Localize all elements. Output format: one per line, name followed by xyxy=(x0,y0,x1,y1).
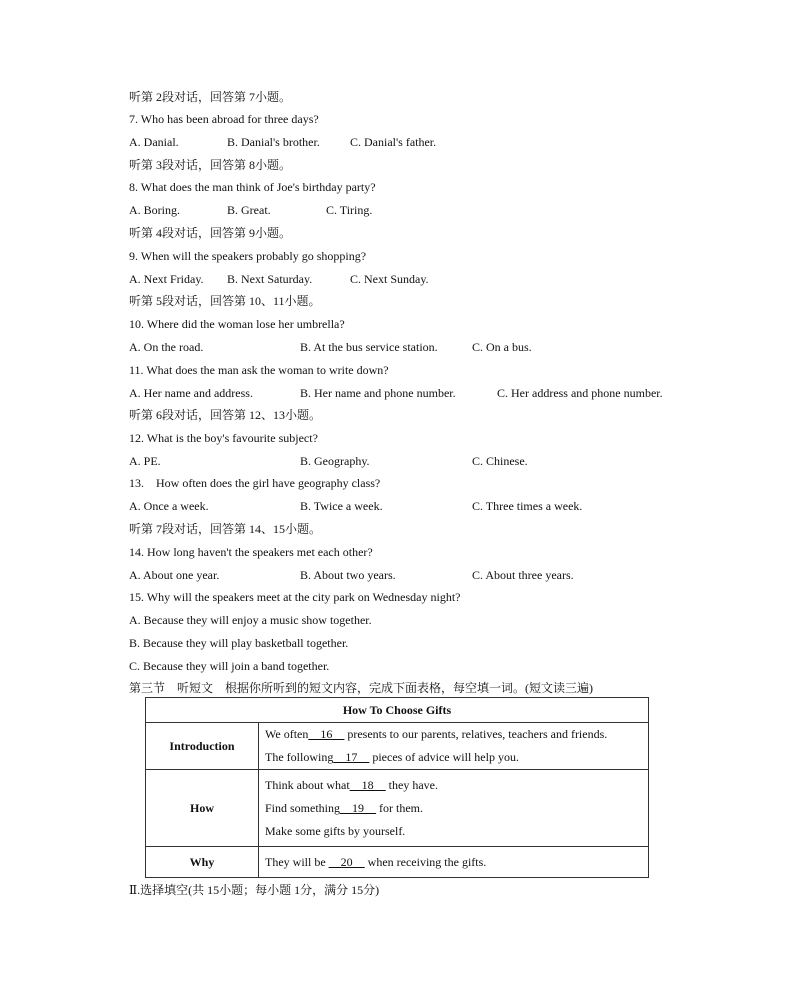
table-row-introduction xyxy=(146,723,649,770)
section-header-7: 听第 7段对话，回答第 14、15小题。 xyxy=(129,522,322,536)
section-header-6: 听第 6段对话，回答第 12、13小题。 xyxy=(129,408,322,422)
q10-option-c: C. On a bus. xyxy=(472,340,532,354)
part2-header: Ⅱ.选择填空(共 15小题；每小题 1分，满分 15分) xyxy=(129,883,380,897)
q12-option-c: C. Chinese. xyxy=(472,454,528,468)
q8-option-b: B. Great. xyxy=(227,203,271,217)
q12-option-a: A. PE. xyxy=(129,454,161,468)
how-line-3: Make some gifts by yourself. xyxy=(265,823,406,838)
q15-option-c: C. Because they will join a band together. xyxy=(129,659,330,673)
q9-option-a: A. Next Friday. xyxy=(129,272,204,286)
introduction-line-1: We often__16__ presents to our parents, relatives, teachers and friends. xyxy=(265,727,608,741)
how-content xyxy=(259,770,649,847)
q7-option-c: C. Danial's father. xyxy=(350,135,437,149)
blank-19: __19__ xyxy=(340,800,377,815)
q9-option-c: C. Next Sunday. xyxy=(350,272,429,286)
blank-17: __17__ xyxy=(333,750,370,764)
question-13: 13. How often does the girl have geography class? xyxy=(129,476,381,490)
section-header-2: 听第 2段对话，回答第 7小题。 xyxy=(129,90,292,104)
q14-option-a: A. About one year. xyxy=(129,568,220,582)
question-12: 12. What is the boy's favourite subject? xyxy=(129,431,318,445)
q12-option-b: B. Geography. xyxy=(300,454,370,468)
introduction-content xyxy=(259,723,649,770)
q14-option-c: C. About three years. xyxy=(472,568,574,582)
q8-option-c: C. Tiring. xyxy=(326,203,373,217)
q10-option-b: B. At the bus service station. xyxy=(300,340,438,354)
q13-option-a: A. Once a week. xyxy=(129,499,209,513)
table-title-row xyxy=(146,698,649,723)
table-row-why xyxy=(146,847,649,878)
blank-20: __20__ xyxy=(328,854,365,869)
blank-18: __18__ xyxy=(349,777,386,792)
why-content xyxy=(259,847,649,878)
row-label-how: How xyxy=(146,770,259,847)
question-8: 8. What does the man think of Joe's birthday party? xyxy=(129,180,376,194)
row-label-why: Why xyxy=(146,847,259,878)
table-title: How To Choose Gifts xyxy=(146,698,649,723)
table-row-how xyxy=(146,770,649,847)
question-11: 11. What does the man ask the woman to write down? xyxy=(129,363,389,377)
question-15: 15. Why will the speakers meet at the city park on Wednesday night? xyxy=(129,590,461,604)
blank-16: __16__ xyxy=(308,727,345,741)
question-14: 14. How long haven't the speakers met each other? xyxy=(129,545,373,559)
q8-option-a: A. Boring. xyxy=(129,203,180,217)
q13-option-c: C. Three times a week. xyxy=(472,499,583,513)
section-header-4: 听第 4段对话，回答第 9小题。 xyxy=(129,226,292,240)
question-7: 7. Who has been abroad for three days? xyxy=(129,112,319,126)
question-10: 10. Where did the woman lose her umbrella? xyxy=(129,317,345,331)
q15-option-a: A. Because they will enjoy a music show together. xyxy=(129,613,372,627)
how-line-2: Find something__19__ for them. xyxy=(265,800,424,815)
part3-instruction: 第三节 听短文 根据你所听到的短文内容，完成下面表格，每空填一词。(短文读三遍) xyxy=(129,681,593,695)
introduction-line-2: The following__17__ pieces of advice will help you. xyxy=(265,750,519,764)
gifts-table xyxy=(145,697,649,878)
how-line-1: Think about what__18__ they have. xyxy=(265,777,438,792)
row-label-introduction: Introduction xyxy=(146,723,259,770)
q9-option-b: B. Next Saturday. xyxy=(227,272,313,286)
why-line-1: They will be __20__ when receiving the gifts. xyxy=(265,854,487,869)
q11-option-a: A. Her name and address. xyxy=(129,386,253,400)
section-header-5: 听第 5段对话，回答第 10、11小题。 xyxy=(129,294,321,308)
q7-option-b: B. Danial's brother. xyxy=(227,135,320,149)
section-header-3: 听第 3段对话，回答第 8小题。 xyxy=(129,158,292,172)
q10-option-a: A. On the road. xyxy=(129,340,204,354)
q13-option-b: B. Twice a week. xyxy=(300,499,383,513)
q14-option-b: B. About two years. xyxy=(300,568,396,582)
q15-option-b: B. Because they will play basketball together. xyxy=(129,636,349,650)
question-9: 9. When will the speakers probably go shopping? xyxy=(129,249,367,263)
q11-option-b: B. Her name and phone number. xyxy=(300,386,456,400)
q11-option-c: C. Her address and phone number. xyxy=(497,386,663,400)
q7-option-a: A. Danial. xyxy=(129,135,179,149)
